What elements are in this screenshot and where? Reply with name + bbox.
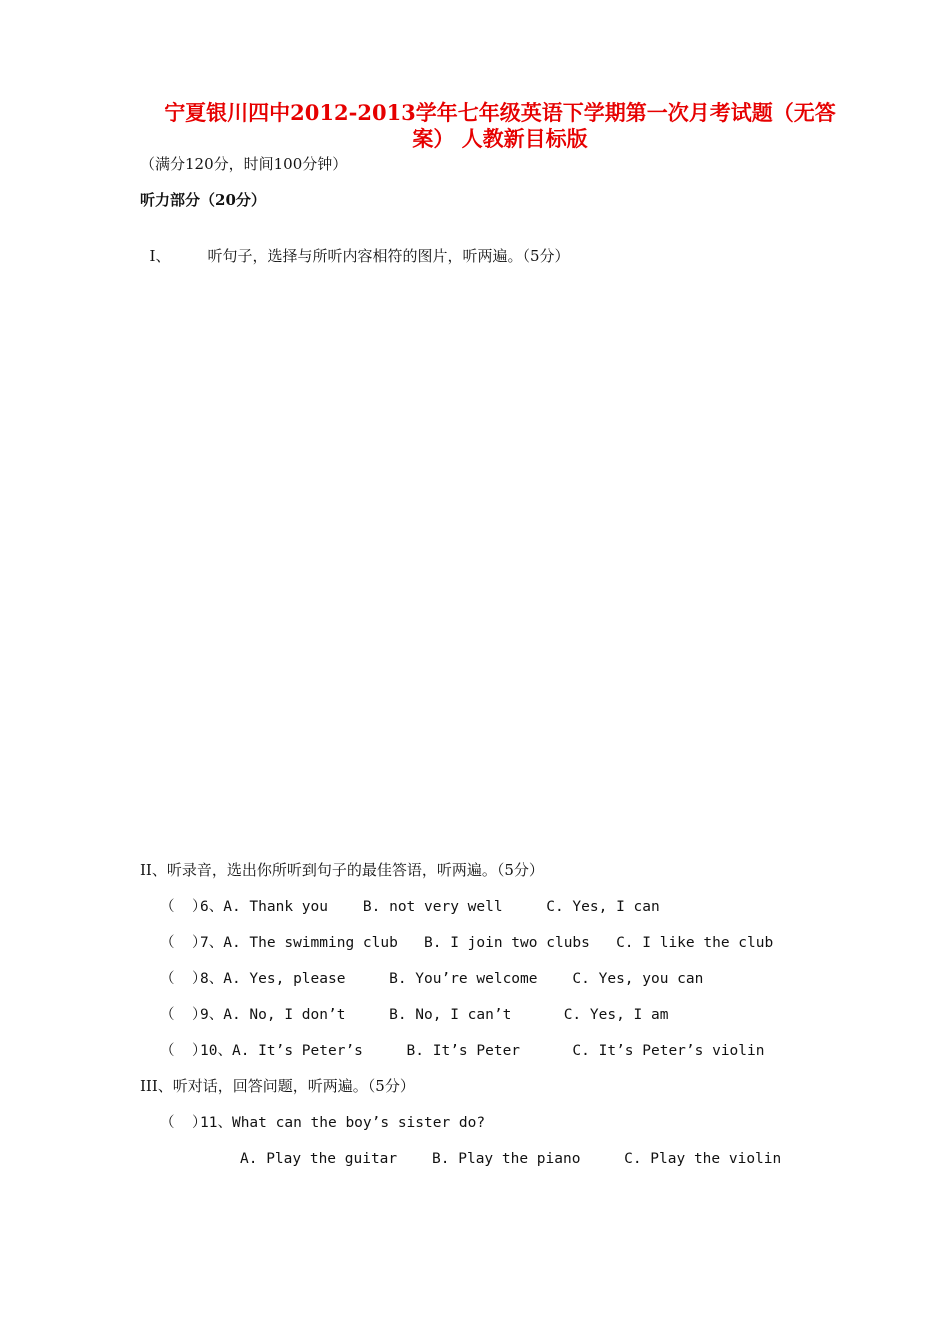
question-11 — [160, 1113, 485, 1133]
answer-paren: （ ） — [160, 899, 207, 915]
listening-heading: 听力部分（20分） — [140, 191, 266, 209]
section-1-instruction — [140, 226, 570, 266]
question-10 — [160, 1041, 764, 1061]
question-9 — [160, 1005, 668, 1025]
section-3-title: III、听对话，回答问题，听两遍。（5分） — [140, 1077, 415, 1095]
document-title — [120, 100, 880, 152]
question-11-options: A. Play the guitar B. Play the piano C. Play the violin — [240, 1151, 782, 1167]
answer-paren: （ ） — [160, 1043, 207, 1059]
question-8 — [160, 969, 703, 989]
answer-paren: （ ） — [160, 971, 207, 987]
question-6 — [160, 897, 660, 917]
question-text: 6、A. Thank you B. not very well C. Yes, I can — [200, 899, 660, 915]
score-note: （满分120分，时间100分钟） — [140, 155, 348, 173]
title-line-2: 案） 人教新目标版 — [412, 126, 588, 151]
question-text: 11、What can the boy’s sister do? — [200, 1115, 486, 1131]
question-text: 10、A. It’s Peter’s B. It’s Peter C. It’s Peter’s violin — [200, 1043, 765, 1059]
answer-paren: （ ） — [160, 1007, 207, 1023]
section-1-number: I、 — [149, 247, 171, 265]
question-text: 9、A. No, I don’t B. No, I can’t C. Yes, I am — [200, 1007, 669, 1023]
question-7 — [160, 933, 773, 953]
title-line-1: 宁夏银川四中2012-2013学年七年级英语下学期第一次月考试题（无答 — [164, 100, 836, 125]
question-text: 7、A. The swimming club B. I join two clubs C. I like the club — [200, 935, 774, 951]
answer-paren: （ ） — [160, 935, 207, 951]
section-2-title: II、听录音，选出你所听到句子的最佳答语，听两遍。（5分） — [140, 861, 544, 879]
question-text: 8、A. Yes, please B. You’re welcome C. Yes, you can — [200, 971, 704, 987]
section-1-text: 听句子，选择与所听内容相符的图片，听两遍。（5分） — [207, 247, 570, 265]
answer-paren: （ ） — [160, 1115, 207, 1131]
